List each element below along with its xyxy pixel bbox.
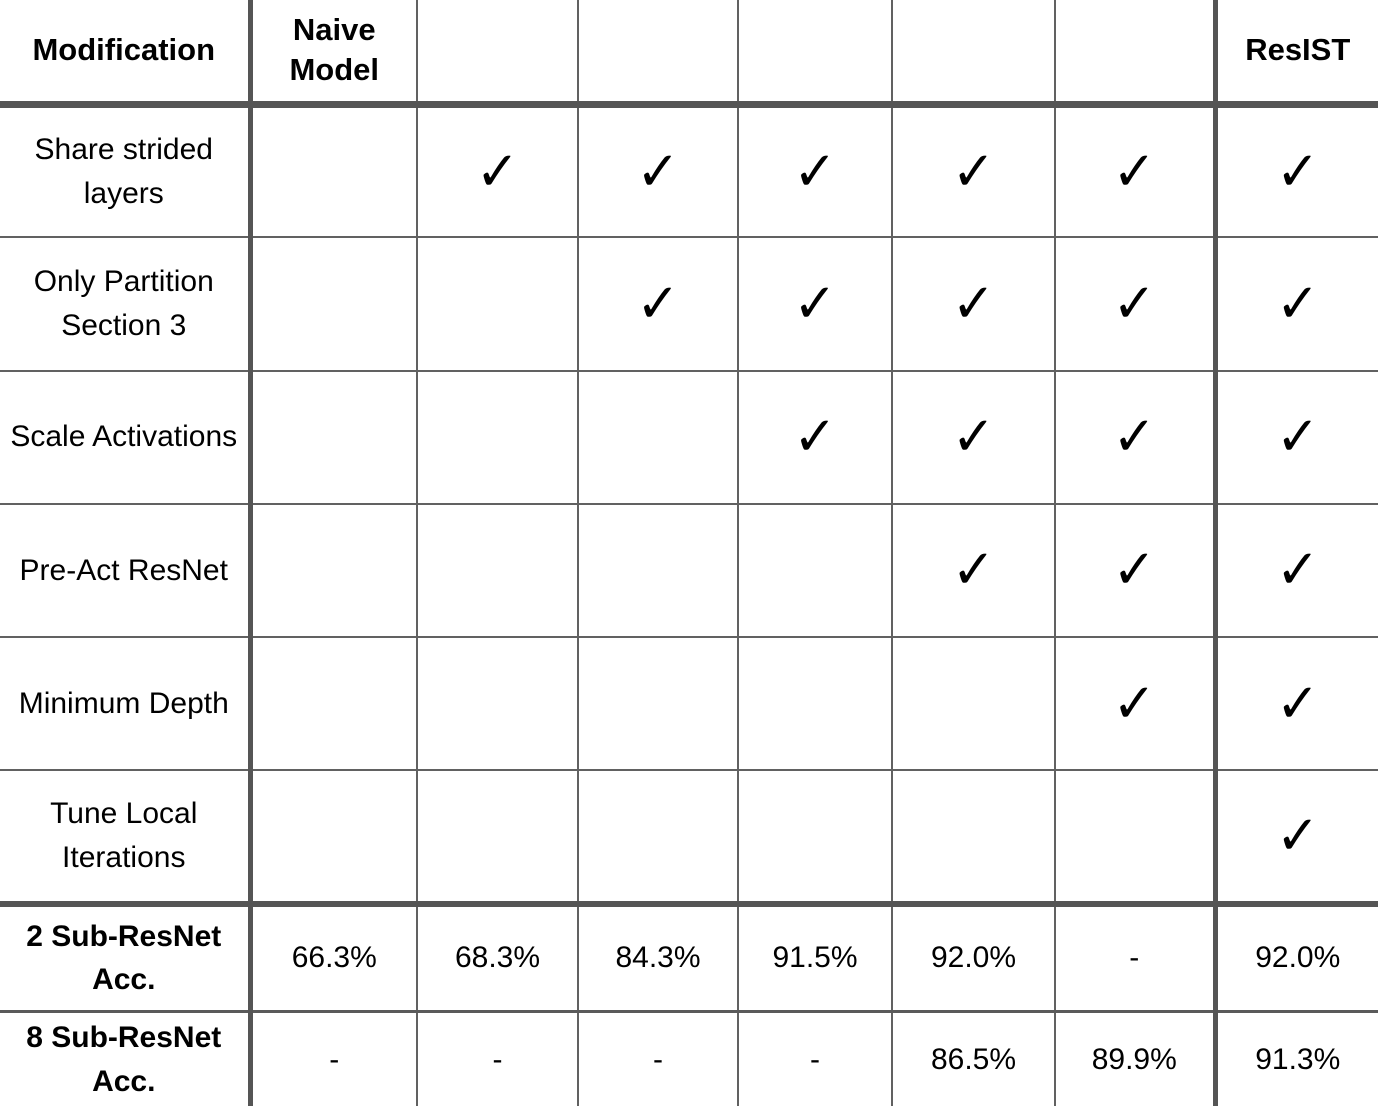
- column-header-label: Modification: [32, 32, 216, 68]
- checkmark-icon: ✓: [1275, 804, 1320, 868]
- row-label: Share strided layers: [34, 133, 213, 210]
- empty-cell: [738, 637, 892, 770]
- checkmark-icon: ✓: [1275, 538, 1320, 602]
- column-header-empty-5: [892, 0, 1055, 104]
- column-header-empty-3: [578, 0, 738, 104]
- check-cell: [1215, 504, 1378, 637]
- checkmark-icon: ✓: [1275, 672, 1320, 736]
- row-label-cell: [0, 904, 250, 1012]
- column-header-empty-2: [417, 0, 578, 104]
- accuracy-value-cell: [578, 1012, 738, 1106]
- empty-cell: [892, 770, 1055, 903]
- check-cell: [1215, 637, 1378, 770]
- checkmark-icon: ✓: [1112, 405, 1157, 469]
- check-cell: [1055, 371, 1215, 504]
- checkmark-icon: ✓: [951, 272, 996, 336]
- check-cell: [738, 371, 892, 504]
- check-cell: [738, 104, 892, 237]
- accuracy-value-cell: [1055, 1012, 1215, 1106]
- checkmark-icon: ✓: [793, 140, 837, 204]
- row-label: 8 Sub-ResNet Acc.: [26, 1021, 222, 1098]
- check-cell: [738, 237, 892, 370]
- accuracy-value-cell: [892, 1012, 1055, 1106]
- empty-cell: [417, 504, 578, 637]
- row-label-cell: [0, 104, 250, 237]
- accuracy-row: [0, 1012, 1378, 1106]
- accuracy-value-cell: [1215, 1012, 1378, 1106]
- checkmark-icon: ✓: [793, 272, 837, 336]
- row-label-cell: [0, 237, 250, 370]
- empty-cell: [417, 637, 578, 770]
- row-label-cell: [0, 637, 250, 770]
- check-cell: [1055, 637, 1215, 770]
- empty-cell: [417, 371, 578, 504]
- checkmark-icon: ✓: [475, 140, 520, 204]
- column-header-label: ResIST: [1245, 32, 1351, 68]
- empty-cell: [250, 237, 417, 370]
- accuracy-value-cell: [250, 904, 417, 1012]
- accuracy-value-cell: [892, 904, 1055, 1012]
- modification-row: [0, 770, 1378, 903]
- accuracy-value: -: [329, 1042, 340, 1076]
- check-cell: [1215, 371, 1378, 504]
- checkmark-icon: ✓: [951, 405, 996, 469]
- accuracy-value-cell: [1215, 904, 1378, 1012]
- check-cell: [578, 104, 738, 237]
- row-label: 2 Sub-ResNet Acc.: [26, 919, 222, 997]
- column-header-empty-4: [738, 0, 892, 104]
- modification-row: [0, 237, 1378, 370]
- accuracy-row: [0, 904, 1378, 1012]
- checkmark-icon: ✓: [1112, 140, 1157, 204]
- row-label-cell: [0, 504, 250, 637]
- checkmark-icon: ✓: [1275, 140, 1320, 204]
- check-cell: [892, 371, 1055, 504]
- checkmark-icon: ✓: [1275, 405, 1320, 469]
- check-cell: [892, 504, 1055, 637]
- accuracy-value-cell: [417, 1012, 578, 1106]
- check-cell: [1055, 104, 1215, 237]
- empty-cell: [250, 371, 417, 504]
- checkmark-icon: ✓: [1112, 672, 1157, 736]
- accuracy-value: 86.5%: [930, 1042, 1017, 1076]
- check-cell: [892, 104, 1055, 237]
- empty-cell: [250, 637, 417, 770]
- checkmark-icon: ✓: [636, 272, 680, 336]
- accuracy-value: -: [1129, 941, 1140, 975]
- empty-cell: [738, 770, 892, 903]
- column-header-naive-model: [250, 0, 417, 104]
- accuracy-value: -: [653, 1042, 663, 1076]
- accuracy-value-cell: [738, 1012, 892, 1106]
- check-cell: [1215, 770, 1378, 903]
- empty-cell: [578, 504, 738, 637]
- empty-cell: [578, 770, 738, 903]
- checkmark-icon: ✓: [1112, 538, 1157, 602]
- accuracy-value: 68.3%: [454, 941, 541, 975]
- empty-cell: [250, 104, 417, 237]
- check-cell: [1215, 237, 1378, 370]
- empty-cell: [1055, 770, 1215, 903]
- empty-cell: [578, 637, 738, 770]
- column-header-label: Naive Model: [289, 11, 380, 88]
- checkmark-icon: ✓: [951, 538, 996, 602]
- check-cell: [1055, 504, 1215, 637]
- accuracy-value-cell: [578, 904, 738, 1012]
- check-cell: [578, 237, 738, 370]
- empty-cell: [892, 637, 1055, 770]
- accuracy-value-cell: [417, 904, 578, 1012]
- table-body: [0, 104, 1378, 1106]
- empty-cell: [417, 770, 578, 903]
- empty-cell: [250, 504, 417, 637]
- row-label: Only Partition Section 3: [33, 265, 214, 342]
- empty-cell: [417, 237, 578, 370]
- empty-cell: [250, 770, 417, 903]
- accuracy-value: 92.0%: [1255, 941, 1341, 975]
- checkmark-icon: ✓: [793, 405, 837, 469]
- accuracy-value: -: [810, 1042, 820, 1076]
- row-label: Tune Local Iterations: [50, 797, 198, 874]
- accuracy-value: 89.9%: [1091, 1042, 1177, 1076]
- accuracy-value: 92.0%: [930, 941, 1017, 975]
- accuracy-value: -: [492, 1042, 503, 1076]
- modification-row: [0, 371, 1378, 504]
- empty-cell: [578, 371, 738, 504]
- accuracy-value: 84.3%: [615, 941, 701, 975]
- column-header-empty-6: [1055, 0, 1215, 104]
- row-label: Minimum Depth: [18, 686, 229, 720]
- row-label: Pre-Act ResNet: [19, 553, 228, 587]
- check-cell: [1055, 237, 1215, 370]
- check-cell: [1215, 104, 1378, 237]
- modification-row: [0, 637, 1378, 770]
- column-header-resist: [1215, 0, 1378, 104]
- modification-row: [0, 104, 1378, 237]
- column-header-modification: [0, 0, 250, 104]
- checkmark-icon: ✓: [636, 140, 680, 204]
- accuracy-value-cell: [250, 1012, 417, 1106]
- row-label-cell: [0, 770, 250, 903]
- header-row: [0, 0, 1378, 104]
- accuracy-value-cell: [738, 904, 892, 1012]
- row-label: Scale Activations: [10, 420, 238, 454]
- accuracy-value: 66.3%: [291, 941, 377, 975]
- check-cell: [892, 237, 1055, 370]
- accuracy-value: 91.3%: [1255, 1042, 1341, 1076]
- modification-row: [0, 504, 1378, 637]
- checkmark-icon: ✓: [951, 140, 996, 204]
- row-label-cell: [0, 371, 250, 504]
- accuracy-value-cell: [1055, 904, 1215, 1012]
- empty-cell: [738, 504, 892, 637]
- checkmark-icon: ✓: [1112, 272, 1157, 336]
- accuracy-value: 91.5%: [772, 941, 858, 975]
- row-label-cell: [0, 1012, 250, 1106]
- check-cell: [417, 104, 578, 237]
- checkmark-icon: ✓: [1275, 272, 1320, 336]
